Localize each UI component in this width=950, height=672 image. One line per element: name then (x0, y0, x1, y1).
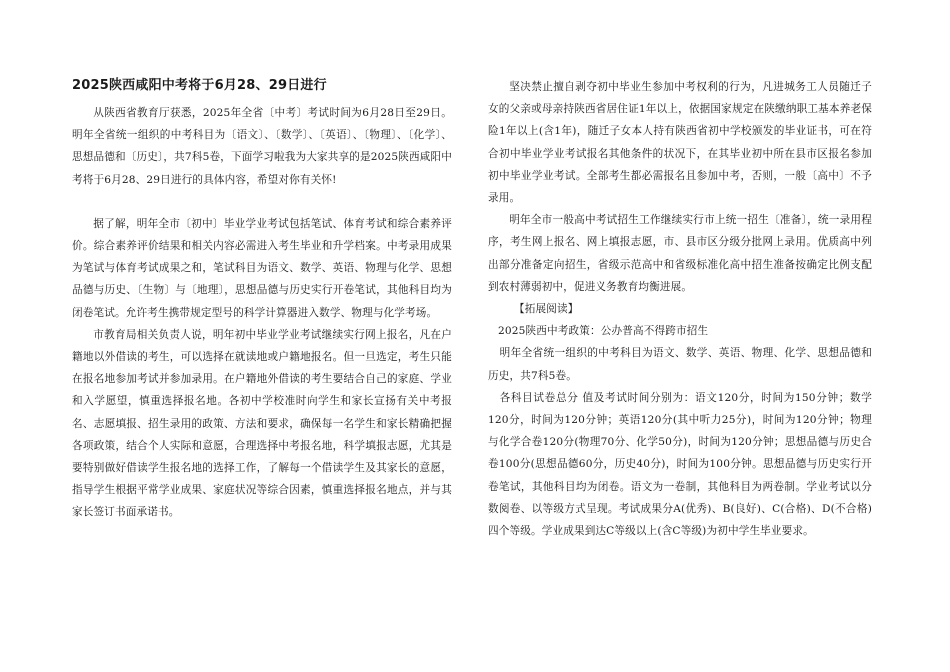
extended-paragraph: 明年全省统一组织的中考科目为语文、数学、英语、物理、化学、思想品德和历史，共7科5卷。 (488, 347, 872, 382)
body-paragraph: 坚决禁止擅自剥夺初中毕业生参加中考权利的行为，凡进城务工人员随迁子女的父亲或母亲持陕西省居住证1年以上，依据国家规定在陕缴纳职工基本养老保险1年以上(含1年)，随迁子女本人持有陕西省初中学校颁发的毕业证书，可在符合初中毕业学业考试报名其他条件的状况下，在其毕业初中所在县市区报名参加初中毕业学业考试。全部考生都必需报名且参加中考，否则，一般〔高中〕不予录用。 (488, 81, 872, 205)
body-paragraph: 市教育局相关负责人说，明年初中毕业学业考试继续实行网上报名，凡在户籍地以外借读的考生，可以选择在就读地或户籍地报名。但一旦选定，考生只能在报名地参加考试并参加录用。在户籍地外借读的考生要结合自己的家庭、学业和入学愿望，慎重选择报名地。各初中学校准时向学生和家长宣扬有关中考报名、志愿填报、招生录用的政策、方法和要求，确保每一名学生和家长精确把握各项政策，结合个人实际和意愿，合理选择中考报名地，科学填报志愿，尤其是要特别做好借读学生报名地的选择工作，了解每一个借读学生及其家长的意愿，指导学生根据平常学业成果、家庭状况等综合因素，慎重选择报名地点，并与其家长签订书面承诺书。 (72, 328, 452, 519)
extended-paragraph: 各科目试卷总分 值及考试时间分别为：语文120分，时间为150分钟；数学120分，时间为120分钟；英语120分(其中听力25分)，时间为120分钟；物理与化学合卷120分(物理70分、化学50分)，时间为120分钟；思想品德与历史合卷100分(思想品德60分，历史40分)，时间为100分钟。思想品德与历史实行开卷笔试，其他科目均为闭卷。语文为一卷制，其他科目为两卷制。学业考试以分数阅卷、以等级方式呈现。考试成果分A(优秀)、B(良好)、C(合格)、D(不合格)四个等级。学业成果到达C等级以上(含C等级)为初中学生毕业要求。 (488, 391, 872, 538)
extended-reading-tag: 【拓展阅读】 (514, 303, 579, 316)
paragraph-gap (72, 191, 452, 213)
left-column (72, 76, 452, 524)
extended-subtitle: 2025陕西中考政策：公办普高不得跨市招生 (498, 325, 709, 338)
body-paragraph: 明年全市一般高中考试招生工作继续实行市上统一招生〔准备〕，统一录用程序，考生网上报名、网上填报志愿，市、县市区分级分批网上录用。优质高中列出部分准备定向招生，省级示范高中和省级标准化高中招生准备按确定比例支配到农村薄弱初中，促进义务教育均衡进展。 (488, 214, 872, 293)
right-column (488, 76, 872, 542)
article-title: 2025陕西咸阳中考将于6月28、29日进行 (72, 78, 327, 93)
body-paragraph: 据了解，明年全市〔初中〕毕业学业考试包括笔试、体育考试和综合素养评价。综合素养评价结果和相关内容必需进入考生毕业和升学档案。中考录用成果为笔试与体育考试成果之和，笔试科目为语文、数学、英语、物理与化学、思想品德与历史、〔生物〕与〔地理〕，思想品德与历史实行开卷笔试，其他科目均为闭卷笔试。允许考生携带规定型号的科学计算器进入数学、物理与化学考场。 (72, 217, 452, 319)
intro-paragraph: 从陕西省教育厅获悉，2025年全省〔中考〕考试时间为6月28日至29日。明年全省统一组织的中考科目为〔语文〕、〔数学〕、〔英语〕、〔物理〕、〔化学〕、思想品德和〔历史〕，共7科5卷，下面学习啦我为大家共享的是2025陕西咸阳中考将于6月28、29日进行的具体内容，希望对你有关怀! (72, 107, 452, 186)
